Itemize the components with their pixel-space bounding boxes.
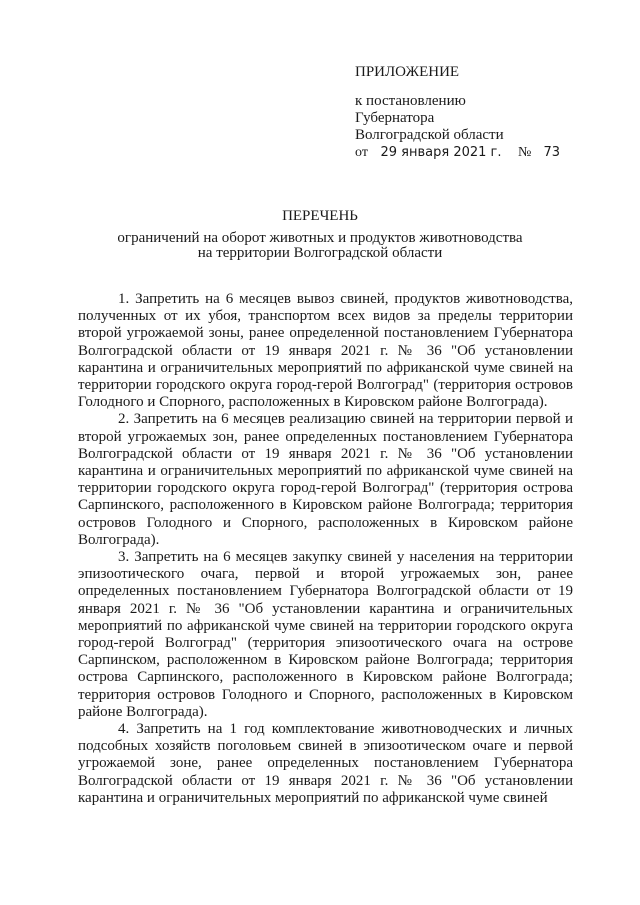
document-title: ПЕРЕЧЕНЬ	[282, 208, 358, 224]
document-body	[78, 291, 573, 807]
list-item-4: 4. Запретить на 1 год комплектование животноводческих и личных подсобных хозяйств поголовьем свиней в эпизоотическом очаге и первой угрожаемой зоне, ранее определенных постановлением Губернатора Волгоградской области от 19 января 2021 г. № 36 "Об установлении карантина и ограничительных мероприятий по африканской чуме свиней	[78, 721, 573, 806]
resolution-number: 73	[543, 145, 561, 160]
appendix-block	[355, 64, 615, 144]
resolution-date-row	[355, 145, 560, 161]
appendix-title: ПРИЛОЖЕНИЕ	[355, 64, 460, 80]
appendix-line-3: Волгоградской области	[355, 127, 504, 143]
date-prefix: от	[355, 145, 368, 160]
appendix-line-2: Губернатора	[355, 110, 435, 126]
subtitle-line-1: ограничений на оборот животных и продуктов животноводства	[117, 230, 523, 246]
document-subtitle	[0, 231, 640, 261]
number-sign: №	[518, 145, 532, 160]
list-item-2: 2. Запретить на 6 месяцев реализацию свиней на территории первой и второй угрожаемых зон, ранее определенных постановлением Губернатора Волгоградской области от 19 января 2021 г. № 36 "Об установлении карантина и ограничительных мероприятий по африканской чуме свиней на территории городского округа город-герой Волгоград" (территория острова Сарпинского, расположенного в Кировском районе Волгограда; территория островов Голодного и Спорного, расположенных в Кировском районе Волгограда).	[78, 411, 573, 548]
list-item-3: 3. Запретить на 6 месяцев закупку свиней у населения на территории эпизоотического очага, первой и второй угрожаемых зон, ранее определенных постановлением Губернатора Волгоградской области от 19 января 2021 г. № 36 "Об установлении карантина и ограничительных мероприятий по африканской чуме свиней на территории городского округа город-герой Волгоград" (территория эпизоотического очага на острове Сарпинском, расположенном в Кировском районе Волгограда; территория острова Сарпинского, расположенного в Кировском районе Волгограда; территория островов Голодного и Спорного, расположенных в Кировском районе Волгограда).	[78, 549, 573, 720]
subtitle-line-2: на территории Волгоградской области	[197, 245, 443, 261]
resolution-date: 29 января 2021 г.	[380, 145, 502, 160]
appendix-line-1: к постановлению	[355, 93, 466, 109]
list-item-1: 1. Запретить на 6 месяцев вывоз свиней, продуктов животноводства, полученных от их убоя, транспортом всех видов за пределы территории второй угрожаемой зоны, ранее определенной постановлением Губернатора Волгоградской области от 19 января 2021 г. № 36 "Об установлении карантина и ограничительных мероприятий по африканской чуме свиней на территории городского округа город-герой Волгоград" (территория островов Голодного и Спорного, расположенных в Кировском районе Волгограда).	[78, 291, 573, 411]
